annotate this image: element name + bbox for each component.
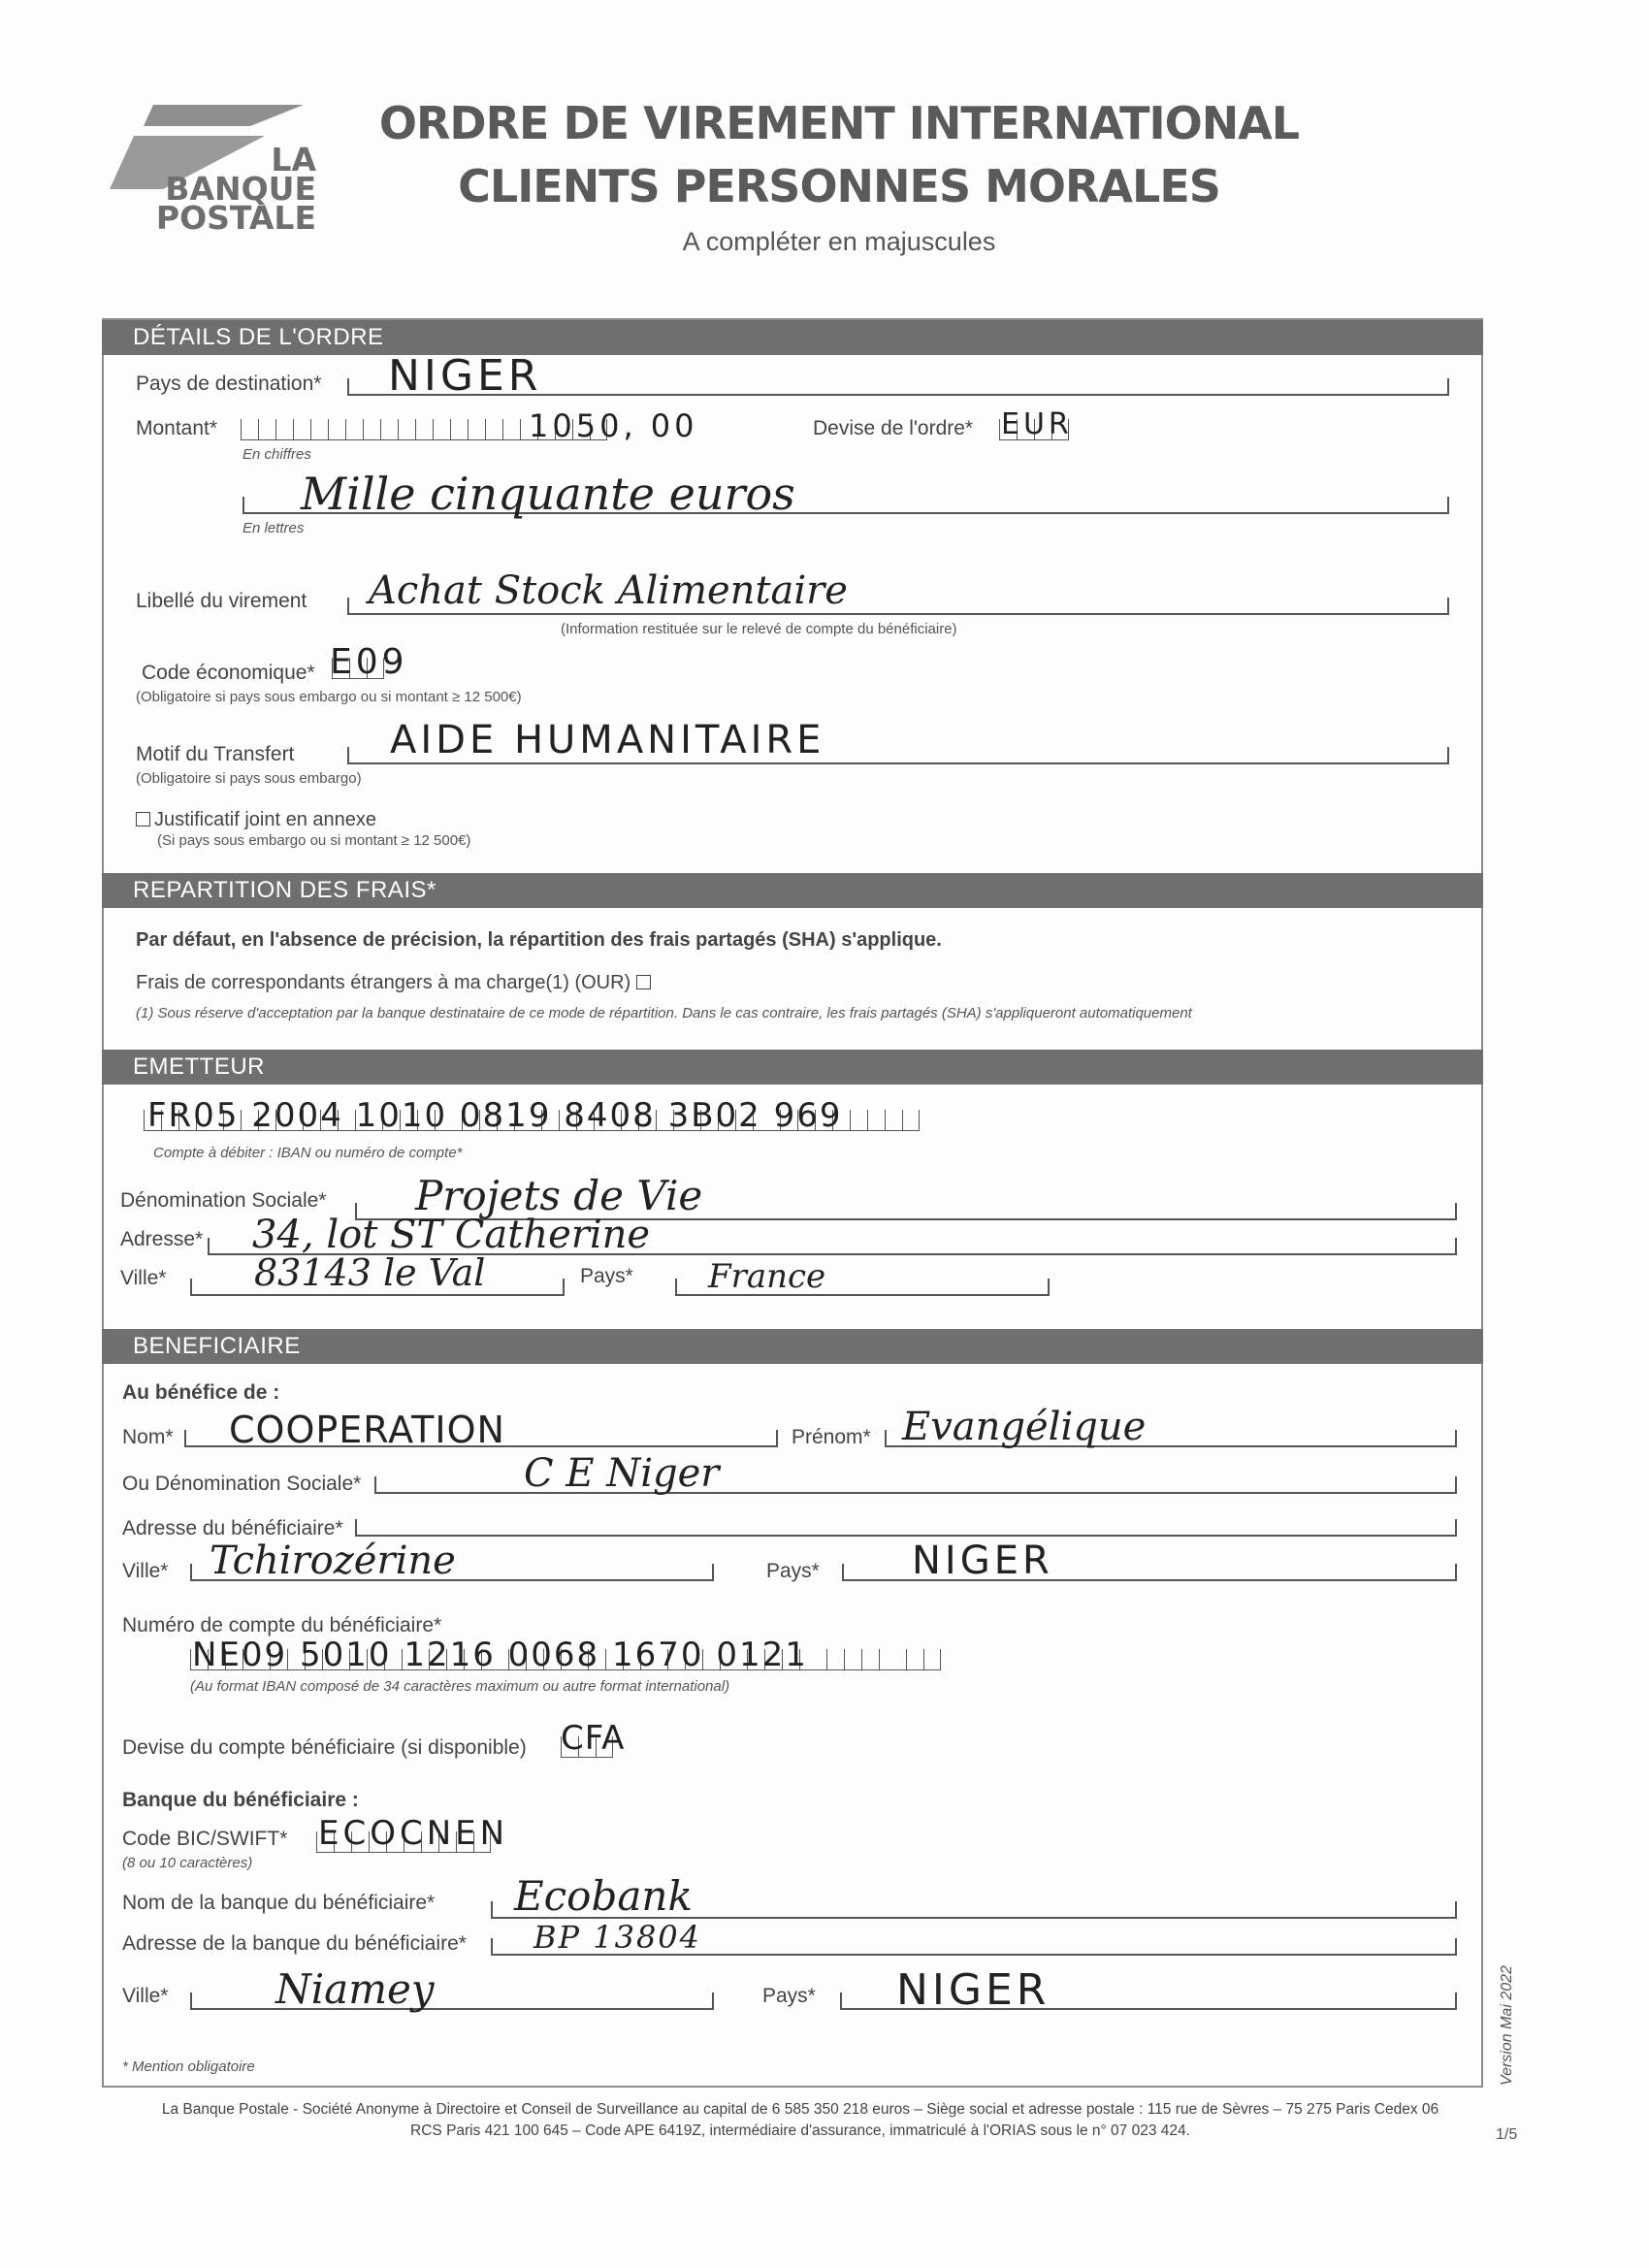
section-emitter-header: EMETTEUR: [102, 1050, 1483, 1085]
amount-label: Montant*: [136, 417, 218, 439]
beneficiary-account-value: NE09 5010 1216 0068 1670 0121: [192, 1636, 808, 1674]
beneficiary-account-hint: (Au format IBAN composé de 34 caractères maximum ou autre format international): [190, 1678, 730, 1695]
beneficiary-firstname-value: Evangélique: [902, 1405, 1147, 1449]
beneficiary-city-label: Ville*: [122, 1560, 169, 1582]
version-label: Version Mai 2022: [1499, 1965, 1515, 2086]
bic-hint: (8 ou 10 caractères): [122, 1855, 253, 1871]
fees-note: (1) Sous réserve d'acceptation par la banque destinataire de ce mode de répartition. Dans le cas contraire, les frais partagés (SHA) s'appliqueront automatiquement: [136, 1005, 1192, 1021]
currency-label: Devise de l'ordre*: [813, 417, 974, 439]
page-number: 1/5: [1496, 2126, 1518, 2143]
beneficiary-lastname-value: COOPERATION: [229, 1409, 505, 1451]
bank-city-field[interactable]: [190, 1993, 714, 2010]
beneficiary-company-label: Ou Dénomination Sociale*: [122, 1473, 362, 1495]
emitter-country-label: Pays*: [580, 1265, 633, 1287]
beneficiary-bank-label: Banque du bénéficiaire :: [122, 1789, 359, 1811]
footer-line2: RCS Paris 421 100 645 – Code APE 6419Z, intermédiaire d'assurance, immatriculé à l'ORIAS sous le n° 07 023 424.: [410, 2122, 1190, 2139]
section-fees-header: REPARTITION DES FRAIS*: [102, 873, 1483, 908]
form-subtitle: A compléter en majuscules: [682, 227, 996, 256]
logo-text: LA BANQUE POSTALE: [155, 141, 316, 237]
amount-hint: En chiffres: [242, 446, 311, 463]
bic-value: ECOCNEN: [318, 1814, 509, 1853]
beneficiary-firstname-label: Prénom*: [792, 1426, 871, 1448]
beneficiary-country-value: NIGER: [912, 1539, 1053, 1583]
emitter-name-label: Dénomination Sociale*: [120, 1189, 327, 1212]
eco-code-hint: (Obligatoire si pays sous embargo ou si montant ≥ 12 500€): [136, 689, 522, 705]
bank-country-value: NIGER: [896, 1965, 1051, 2015]
emitter-country-value: France: [708, 1257, 826, 1296]
beneficiary-country-label: Pays*: [766, 1560, 820, 1582]
beneficiary-company-value: C E Niger: [524, 1451, 720, 1496]
form-title-line2: CLIENTS PERSONNES MORALES: [458, 160, 1220, 212]
emitter-iban-value: FR05 2004 1010 0819 8408 3B02 969: [147, 1096, 843, 1135]
amount-words-hint: En lettres: [242, 520, 305, 536]
destination-label: Pays de destination*: [136, 373, 322, 395]
bank-address-value: BP 13804: [534, 1919, 702, 1956]
eco-code-value: E09: [330, 642, 408, 682]
bank-city-label: Ville*: [122, 1985, 169, 2007]
footer-line1: La Banque Postale - Société Anonyme à Directoire et Conseil de Surveillance au capital de 6 585 350 218 euros – Siège social et adresse postale : 115 rue de Sèvres – 75 275 Paris Cedex 06: [161, 2101, 1439, 2118]
amount-words-value: Mille cinquante euros: [301, 468, 795, 520]
beneficiary-for-label: Au bénéfice de :: [122, 1381, 280, 1404]
beneficiary-address-label: Adresse du bénéficiaire*: [122, 1517, 343, 1539]
bank-city-value: Niamey: [275, 1965, 435, 2013]
section-details-header: DÉTAILS DE L'ORDRE: [102, 320, 1483, 355]
attachment-checkbox[interactable]: Justificatif joint en annexe: [136, 809, 376, 831]
destination-value: NIGER: [388, 351, 542, 401]
account-currency-label: Devise du compte bénéficiaire (si disponible): [122, 1736, 527, 1759]
beneficiary-account-label: Numéro de compte du bénéficiaire*: [122, 1614, 442, 1636]
emitter-name-value: Projets de Vie: [415, 1172, 703, 1219]
reason-hint: (Obligatoire si pays sous embargo): [136, 770, 362, 787]
wording-label: Libellé du virement: [136, 590, 307, 612]
beneficiary-lastname-label: Nom*: [122, 1426, 174, 1448]
account-currency-value: CFA: [561, 1719, 626, 1758]
wording-value: Achat Stock Alimentaire: [369, 568, 848, 613]
amount-value: 1050, 00: [529, 407, 698, 444]
fees-our-checkbox[interactable]: Frais de correspondants étrangers à ma charge(1) (OUR): [136, 972, 655, 994]
bank-name-label: Nom de la banque du bénéficiaire*: [122, 1892, 436, 1914]
attachment-hint: (Si pays sous embargo ou si montant ≥ 12 500€): [157, 832, 471, 849]
bic-label: Code BIC/SWIFT*: [122, 1828, 288, 1850]
fees-our-checkbox-icon: [636, 975, 651, 989]
emitter-city-value: 83143 le Val: [254, 1251, 486, 1294]
attachment-checkbox-icon: [136, 812, 150, 826]
emitter-address-label: Adresse*: [120, 1228, 204, 1250]
mandatory-note: * Mention obligatoire: [122, 2058, 255, 2075]
currency-value: EUR: [1001, 407, 1073, 441]
section-beneficiary-header: BENEFICIAIRE: [102, 1329, 1483, 1364]
form-title-line1: ORDRE DE VIREMENT INTERNATIONAL: [378, 97, 1300, 149]
beneficiary-city-value: Tchirozérine: [210, 1539, 456, 1583]
beneficiary-address-field[interactable]: [355, 1519, 1457, 1537]
bank-address-label: Adresse de la banque du bénéficiaire*: [122, 1932, 467, 1955]
emitter-iban-hint: Compte à débiter : IBAN ou numéro de compte*: [153, 1145, 463, 1161]
emitter-address-value: 34, lot ST Catherine: [252, 1213, 651, 1257]
bank-name-value: Ecobank: [514, 1872, 693, 1920]
bank-country-label: Pays*: [762, 1985, 816, 2007]
wording-hint: (Information restituée sur le relevé de compte du bénéficiaire): [561, 621, 957, 637]
fees-default-text: Par défaut, en l'absence de précision, la répartition des frais partagés (SHA) s'applique.: [136, 929, 942, 951]
reason-label: Motif du Transfert: [136, 743, 295, 765]
reason-value: AIDE HUMANITAIRE: [390, 718, 825, 762]
eco-code-label: Code économique*: [142, 662, 315, 684]
emitter-city-label: Ville*: [120, 1267, 167, 1289]
